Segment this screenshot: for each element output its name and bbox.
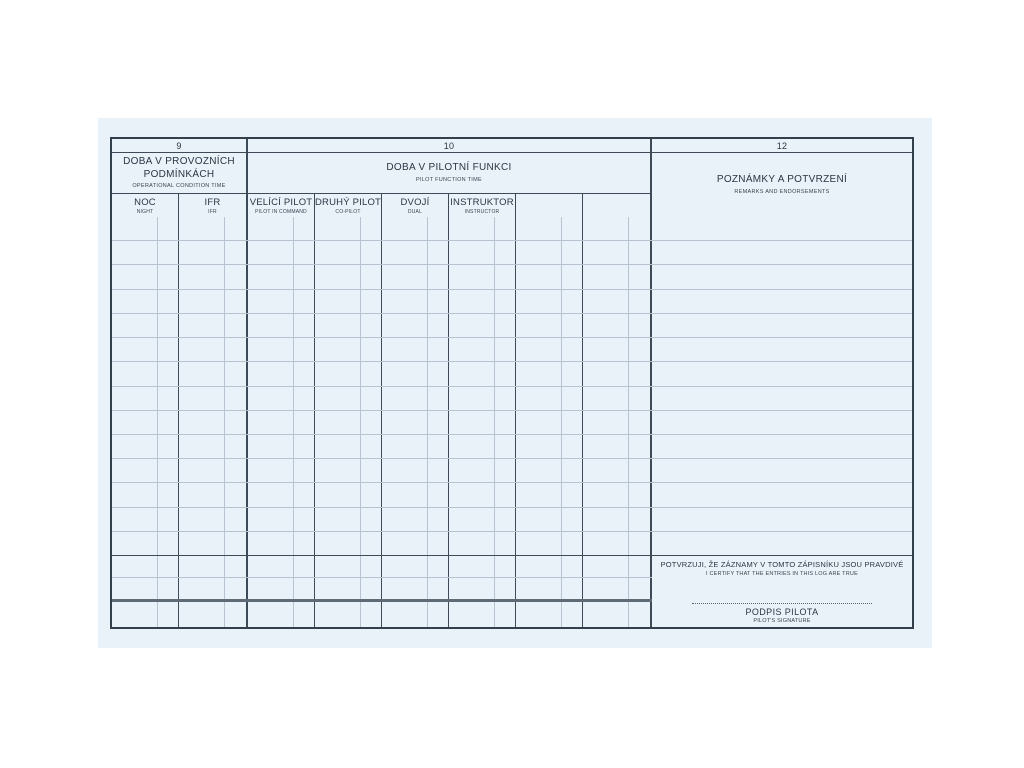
time-cell xyxy=(382,532,449,555)
section-number: 9 xyxy=(112,139,246,153)
column-headers xyxy=(248,194,650,217)
time-cell xyxy=(583,217,652,240)
time-cell xyxy=(112,338,179,361)
column-label: DRUHÝ PILOT xyxy=(315,196,382,208)
time-cell xyxy=(382,435,449,458)
time-cell xyxy=(516,532,583,555)
time-cell xyxy=(516,556,583,577)
time-cell xyxy=(382,508,449,531)
column-sublabel: INSTRUCTOR xyxy=(464,208,500,215)
time-cell xyxy=(516,241,583,264)
time-cell xyxy=(179,362,248,385)
remarks-cell xyxy=(652,483,912,506)
time-cell xyxy=(248,602,315,627)
logbook-row xyxy=(112,387,912,411)
time-cell xyxy=(449,459,516,482)
remarks-cell xyxy=(652,508,912,531)
time-cell xyxy=(583,508,652,531)
time-cell xyxy=(382,265,449,288)
time-cell xyxy=(449,602,516,627)
time-cell xyxy=(516,483,583,506)
time-cell xyxy=(315,602,382,627)
time-cell xyxy=(315,314,382,337)
time-cell xyxy=(179,387,248,410)
time-cell xyxy=(248,508,315,531)
section-operational-condition-time xyxy=(112,139,248,217)
logbook-row xyxy=(112,217,912,241)
column-sublabel: PILOT IN COMMAND xyxy=(255,208,307,215)
time-cell xyxy=(248,483,315,506)
time-cell xyxy=(112,314,179,337)
remarks-cell xyxy=(652,411,912,434)
time-cell xyxy=(248,556,315,577)
time-cell xyxy=(382,217,449,240)
time-cell xyxy=(449,411,516,434)
time-cell xyxy=(179,508,248,531)
time-cell xyxy=(112,217,179,240)
time-cell xyxy=(315,578,382,599)
time-cell xyxy=(112,483,179,506)
column-header-dual xyxy=(382,194,449,217)
time-cell xyxy=(315,435,382,458)
remarks-cell xyxy=(652,290,912,313)
time-cell xyxy=(179,217,248,240)
column-sublabel: CO-PILOT xyxy=(335,208,361,215)
time-cell xyxy=(449,338,516,361)
time-cell xyxy=(449,578,516,599)
certification-box xyxy=(652,556,912,627)
time-cell xyxy=(315,508,382,531)
section-number: 10 xyxy=(248,139,650,153)
time-cell xyxy=(112,459,179,482)
time-cell xyxy=(179,578,248,599)
time-cell xyxy=(179,556,248,577)
section-title-en: PILOT FUNCTION TIME xyxy=(415,176,482,183)
time-cell xyxy=(248,217,315,240)
certification-statement-en: I CERTIFY THAT THE ENTRIES IN THIS LOG ARE TRUE xyxy=(706,570,858,577)
remarks-cell xyxy=(652,217,912,240)
time-cell xyxy=(112,241,179,264)
remarks-cell xyxy=(652,265,912,288)
logbook-row xyxy=(112,435,912,459)
logbook-row xyxy=(112,508,912,532)
time-cell xyxy=(248,459,315,482)
time-cell xyxy=(382,387,449,410)
time-cell xyxy=(112,532,179,555)
time-cell xyxy=(382,602,449,627)
logbook-page xyxy=(98,118,932,648)
column-header-instructor xyxy=(449,194,516,217)
time-cell xyxy=(179,314,248,337)
remarks-cell xyxy=(652,241,912,264)
time-cell xyxy=(583,435,652,458)
time-cell xyxy=(382,578,449,599)
column-sublabel: DUAL xyxy=(407,208,423,215)
time-cell xyxy=(315,532,382,555)
time-cell xyxy=(516,265,583,288)
time-cell xyxy=(179,483,248,506)
time-cell xyxy=(248,314,315,337)
column-label: VELÍCÍ PILOT xyxy=(249,196,313,208)
time-cell xyxy=(248,265,315,288)
remarks-cell xyxy=(652,459,912,482)
time-cell xyxy=(315,387,382,410)
time-cell xyxy=(179,532,248,555)
time-cell xyxy=(248,411,315,434)
time-cell xyxy=(382,556,449,577)
logbook-row xyxy=(112,290,912,314)
time-cell xyxy=(248,532,315,555)
section-title-cs: POZNÁMKY A POTVRZENÍ xyxy=(716,174,848,186)
time-cell xyxy=(112,602,179,627)
time-cell xyxy=(179,265,248,288)
time-cell xyxy=(583,241,652,264)
column-label: IFR xyxy=(204,196,221,208)
time-cell xyxy=(179,459,248,482)
column-header-ifr xyxy=(179,194,246,217)
signature-line xyxy=(692,603,873,604)
time-cell xyxy=(583,387,652,410)
time-cell xyxy=(583,362,652,385)
logbook-row xyxy=(112,314,912,338)
time-cell xyxy=(583,556,652,577)
time-cell xyxy=(516,602,583,627)
time-cell xyxy=(179,290,248,313)
time-cell xyxy=(516,362,583,385)
time-cell xyxy=(248,241,315,264)
time-cell xyxy=(112,435,179,458)
section-title-en: REMARKS AND ENDORSEMENTS xyxy=(734,188,830,195)
time-cell xyxy=(248,435,315,458)
logbook-row xyxy=(112,532,912,555)
time-cell xyxy=(516,217,583,240)
time-cell xyxy=(516,411,583,434)
time-cell xyxy=(583,459,652,482)
totals-row xyxy=(112,556,652,578)
time-cell xyxy=(248,338,315,361)
time-cell xyxy=(449,387,516,410)
column-header-blank xyxy=(516,194,583,217)
column-headers xyxy=(112,194,246,217)
totals-grid xyxy=(112,556,652,627)
column-label: NOC xyxy=(134,196,156,208)
logbook-row xyxy=(112,411,912,435)
logbook-table xyxy=(110,137,914,629)
time-cell xyxy=(382,241,449,264)
time-cell xyxy=(112,578,179,599)
time-cell xyxy=(315,217,382,240)
section-title xyxy=(248,153,650,194)
time-cell xyxy=(179,338,248,361)
time-cell xyxy=(516,508,583,531)
section-title xyxy=(112,153,246,194)
body-rows xyxy=(112,217,912,555)
time-cell xyxy=(382,290,449,313)
time-cell xyxy=(315,483,382,506)
time-cell xyxy=(516,435,583,458)
totals-rows-bottom xyxy=(112,602,652,627)
time-cell xyxy=(112,290,179,313)
time-cell xyxy=(583,265,652,288)
time-cell xyxy=(179,602,248,627)
time-cell xyxy=(449,435,516,458)
remarks-cell xyxy=(652,338,912,361)
logbook-row xyxy=(112,241,912,265)
logbook-row xyxy=(112,265,912,289)
section-title-cs: DOBA V PROVOZNÍCH PODMÍNKÁCH xyxy=(123,156,235,180)
time-cell xyxy=(112,556,179,577)
time-cell xyxy=(248,578,315,599)
time-cell xyxy=(179,435,248,458)
time-cell xyxy=(382,338,449,361)
time-cell xyxy=(449,556,516,577)
time-cell xyxy=(248,290,315,313)
time-cell xyxy=(583,483,652,506)
section-pilot-function-time xyxy=(248,139,652,217)
time-cell xyxy=(516,314,583,337)
time-cell xyxy=(449,362,516,385)
time-cell xyxy=(315,556,382,577)
table-header xyxy=(112,139,912,217)
section-title-en: OPERATIONAL CONDITION TIME xyxy=(132,183,226,189)
time-cell xyxy=(315,362,382,385)
time-cell xyxy=(449,508,516,531)
column-label: INSTRUKTOR xyxy=(450,196,514,208)
time-cell xyxy=(315,459,382,482)
signature-label-en: PILOT'S SIGNATURE xyxy=(753,618,811,624)
time-cell xyxy=(516,290,583,313)
column-header-noc xyxy=(112,194,179,217)
remarks-cell xyxy=(652,435,912,458)
column-header-pilot-in-command xyxy=(248,194,315,217)
totals-section xyxy=(112,555,912,627)
time-cell xyxy=(382,362,449,385)
logbook-row xyxy=(112,338,912,362)
section-title xyxy=(652,153,912,217)
totals-rows-top xyxy=(112,556,652,599)
time-cell xyxy=(382,459,449,482)
time-cell xyxy=(382,314,449,337)
column-header-blank xyxy=(583,194,650,217)
time-cell xyxy=(583,290,652,313)
time-cell xyxy=(449,217,516,240)
time-cell xyxy=(382,483,449,506)
time-cell xyxy=(583,314,652,337)
column-header-co-pilot xyxy=(315,194,382,217)
time-cell xyxy=(112,362,179,385)
time-cell xyxy=(248,362,315,385)
time-cell xyxy=(315,411,382,434)
time-cell xyxy=(449,314,516,337)
totals-row xyxy=(112,602,652,627)
remarks-cell xyxy=(652,387,912,410)
time-cell xyxy=(449,265,516,288)
time-cell xyxy=(248,387,315,410)
logbook-row xyxy=(112,459,912,483)
time-cell xyxy=(516,459,583,482)
time-cell xyxy=(583,532,652,555)
time-cell xyxy=(315,338,382,361)
totals-row xyxy=(112,578,652,599)
time-cell xyxy=(449,241,516,264)
signature-label-cs: PODPIS PILOTA xyxy=(745,607,819,617)
section-remarks-endorsements xyxy=(652,139,912,217)
time-cell xyxy=(315,265,382,288)
time-cell xyxy=(179,241,248,264)
time-cell xyxy=(112,387,179,410)
time-cell xyxy=(449,290,516,313)
certification-statement-cs: POTVRZUJI, ŽE ZÁZNAMY V TOMTO ZÁPISNÍKU JSOU PRAVDIVÉ xyxy=(660,560,904,569)
time-cell xyxy=(583,411,652,434)
remarks-cell xyxy=(652,362,912,385)
logbook-row xyxy=(112,362,912,386)
time-cell xyxy=(112,411,179,434)
time-cell xyxy=(583,602,652,627)
remarks-cell xyxy=(652,314,912,337)
time-cell xyxy=(112,508,179,531)
time-cell xyxy=(516,338,583,361)
remarks-cell xyxy=(652,532,912,555)
time-cell xyxy=(315,290,382,313)
column-sublabel: NIGHT xyxy=(136,208,154,215)
time-cell xyxy=(449,532,516,555)
column-sublabel: IFR xyxy=(208,208,217,215)
section-title-cs: DOBA V PILOTNÍ FUNKCI xyxy=(386,162,512,174)
column-label: DVOJÍ xyxy=(400,196,430,208)
time-cell xyxy=(516,387,583,410)
time-cell xyxy=(112,265,179,288)
time-cell xyxy=(516,578,583,599)
logbook-row xyxy=(112,483,912,507)
time-cell xyxy=(449,483,516,506)
section-number: 12 xyxy=(652,139,912,153)
time-cell xyxy=(382,411,449,434)
time-cell xyxy=(315,241,382,264)
time-cell xyxy=(583,578,652,599)
time-cell xyxy=(179,411,248,434)
time-cell xyxy=(583,338,652,361)
